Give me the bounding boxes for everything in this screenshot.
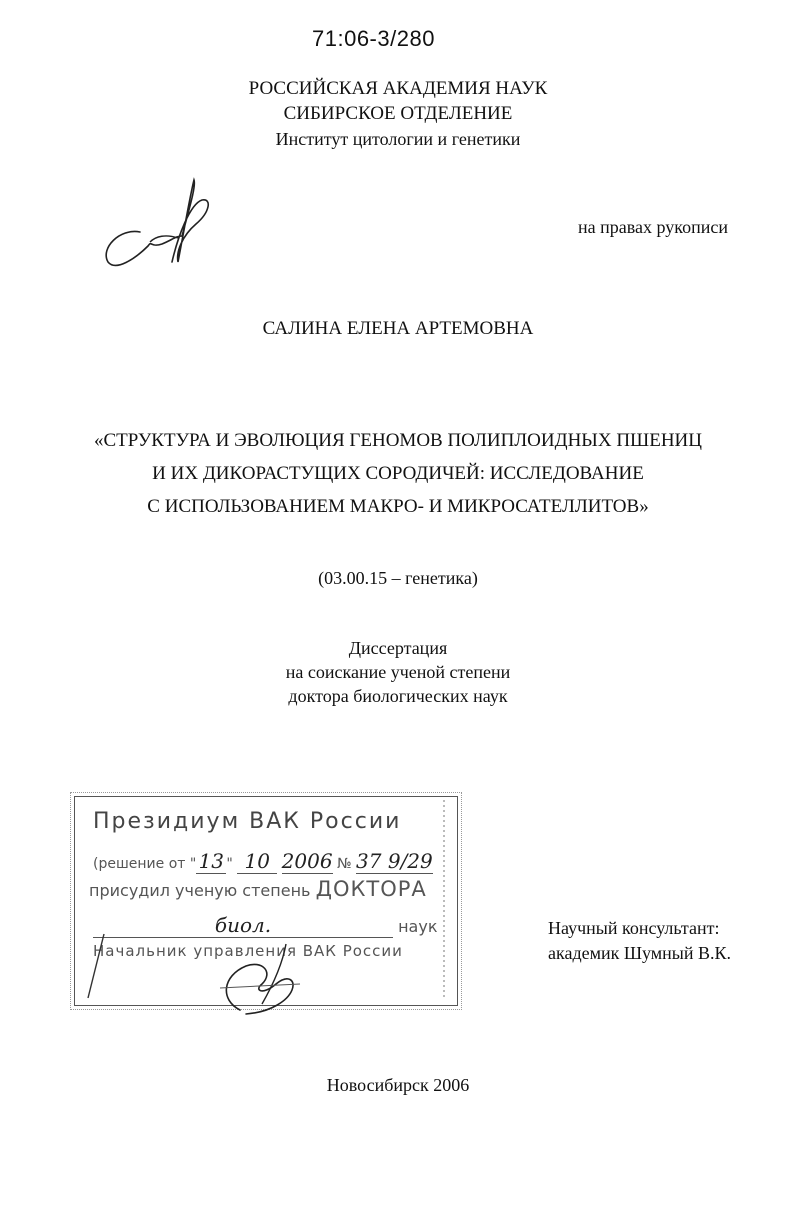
- dissertation-line-2: на соискание ученой степени: [285, 662, 511, 682]
- stamp-head-label: Начальник управления ВАК России: [93, 942, 403, 960]
- org-line-3: Институт цитологии и генетики: [275, 129, 521, 149]
- stamp-decision-prefix: (решение от: [93, 856, 186, 872]
- title-line-2: И ИХ ДИКОРАСТУЩИХ СОРОДИЧЕЙ: ИССЛЕДОВАНИЕ: [152, 463, 644, 484]
- specialty-code: (03.00.15 – генетика): [318, 568, 478, 588]
- city-year: Новосибирск 2006: [326, 1075, 470, 1095]
- dissertation-line-3: доктора биологических наук: [288, 686, 508, 706]
- stamp-degree: ДОКТОРА: [315, 877, 427, 901]
- stamp-decision-year: 2006: [281, 849, 333, 873]
- stamp-decision-month: 10: [237, 849, 277, 874]
- manuscript-rights: на правах рукописи: [578, 217, 728, 237]
- org-line-2: СИБИРСКОЕ ОТДЕЛЕНИЕ: [283, 103, 513, 124]
- stamp-number-label: №: [337, 856, 352, 872]
- archive-code: 71:06-3/280: [312, 26, 435, 51]
- dissertation-line-1: Диссертация: [348, 638, 448, 658]
- consultant-name: академик Шумный В.К.: [548, 943, 732, 963]
- org-line-1: РОССИЙСКАЯ АКАДЕМИЯ НАУК: [248, 78, 548, 99]
- stamp-signature: [226, 964, 293, 1014]
- stamp-decision-number: 37 9/29: [356, 849, 433, 873]
- title-line-3: С ИСПОЛЬЗОВАНИЕМ МАКРО- И МИКРОСАТЕЛЛИТОВ»: [147, 496, 649, 517]
- stamp-field-handwritten: биол.: [214, 913, 272, 937]
- author-signature: [106, 180, 208, 265]
- stamp-field-suffix: наук: [398, 917, 438, 936]
- consultant-label: Научный консультант:: [548, 918, 720, 938]
- stamp-awarded-prefix: присудил ученую степень: [89, 881, 311, 900]
- stamp-decision-day: 13: [196, 849, 226, 874]
- stamp-title: Президиум ВАК России: [93, 809, 402, 834]
- title-line-1: «СТРУКТУРА И ЭВОЛЮЦИЯ ГЕНОМОВ ПОЛИПЛОИДНЫХ ПШЕНИЦ: [93, 430, 702, 451]
- stamp-decision-line: (решение от " 13 " 10 2006 № 37 9/29: [93, 849, 433, 873]
- author-name: САЛИНА ЕЛЕНА АРТЕМОВНА: [262, 318, 534, 339]
